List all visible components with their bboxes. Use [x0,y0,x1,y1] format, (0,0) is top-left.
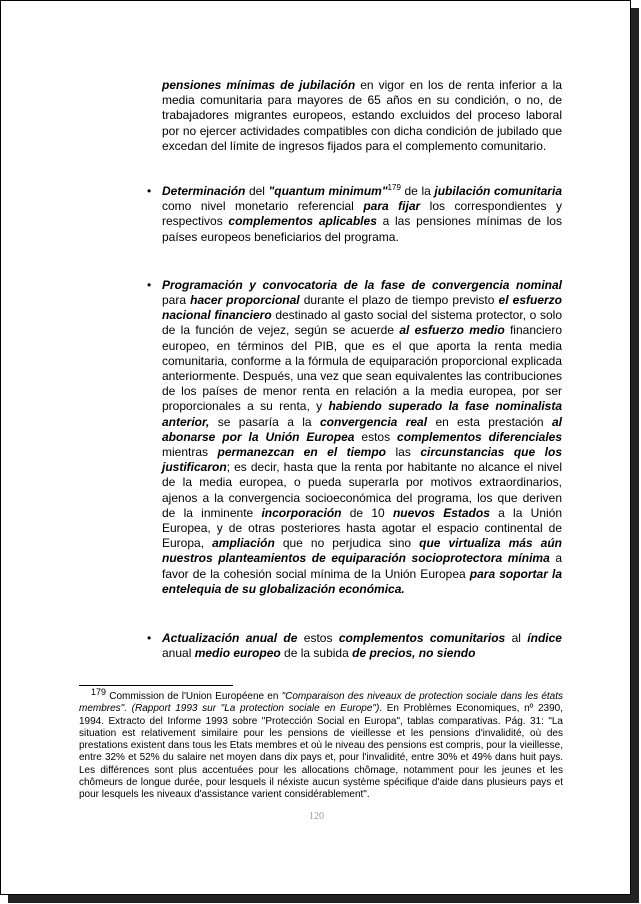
bullet-item-actualizacion [147,631,562,661]
bullet-icon: • [147,277,152,292]
bullet-item-programacion [147,277,563,597]
paragraph-text: se pasaría a la [209,414,320,429]
paragraph-text: como nivel monetario referencial [162,199,364,214]
bullet-icon: • [147,631,152,646]
emphasis-text: jubilación comunitaria [434,184,562,199]
paragraph-text: de la [400,184,435,199]
emphasis-text: circunstancias que los justificaron [162,445,562,475]
emphasis-text: índice [527,631,562,646]
emphasis-text: habiendo superado la fase nominalista anterior, [162,399,562,429]
paragraph-text: que no perjudica sino [274,536,420,551]
footnote-title: "Comparaison des niveaux de protection sociale dans les états membres". (Rapport 1993 sur "La protection sociale en Europe") [79,691,563,715]
emphasis-text: complementos diferenciales [397,429,563,444]
bullet-item-determinacion [147,183,562,245]
emphasis-text: "quantum minimum" [268,184,388,199]
emphasis-text: permanezcan en el tiempo [217,445,386,460]
paragraph-text: en vigor en los de renta inferior a la media comunitaria para mayores de 65 años en su condición, o no, de trabajadores migrantes europeos, estando excluidos del proceso laboral por no ejercer actividades compatibles con dicha condición de jubilado que excedan del límite de ingresos fijados para el complemento comunitario. [162,78,562,153]
paragraph-pensiones [162,78,562,154]
paragraph-text: estos [354,429,398,444]
paragraph-text: durante el plazo de tiempo previsto [299,293,499,308]
paragraph-text: destinado al gasto social del sistema protector, o solo de la función de vejez, según se acuerde [162,308,563,338]
footnote-reference[interactable]: 179 [387,183,401,193]
paragraph-text: los correspondientes y respectivos [162,199,562,229]
emphasis-text: hacer proporcional [190,293,300,308]
emphasis-text: pensiones mínimas de jubilación [162,78,356,92]
footnote-text: . En Problèmes Economiques, nº 2390, 1994. Extracto del Informe 1993 sobre "Protección Social en Europa", tablas comparativas. Pág. 31: "La situation est relativement similaire pour les pensions de vieillesse et les pensions d'invalidité, où des prestations existent dans tous les Etats membres et où le niveau des pensions est compris, pour la vieillesse, entre 32% et 52% du salaire net moyen dans dix pays et, pour l'invalidité, entre 30% et 49% dans huit pays. Les différences sont plus accentuées pour les allocations chômage, notamment pour les jeunes et les chômeurs de longue durée, pour lesquels il néxiste aucun système spécifique d'aide dans plusieurs pays et pour lesquels les niveaux d'assistance varient considérablement". [79,703,563,801]
emphasis-text: incorporación [261,505,342,520]
emphasis-text: para soportar la entelequia de su globalización económica. [162,566,562,596]
emphasis-text: al abonarse por la Unión Europea [162,414,562,444]
paragraph-text: estos [297,631,339,646]
paragraph-text: para [162,293,191,308]
paragraph-text: anual [162,646,195,661]
emphasis-text: complementos comunitarios [338,631,506,646]
footnote [79,686,563,802]
emphasis-text: complementos aplicables [228,214,377,229]
emphasis-text: Actualización anual de [162,631,298,646]
paragraph-text: a las pensiones mínimas de los países europeos beneficiarios del programa. [162,214,562,244]
emphasis-text: ampliación [212,536,275,551]
page-number: 120 [309,811,324,822]
emphasis-text: al esfuerzo medio [399,323,505,338]
emphasis-text: que virtualiza más aún nuestros planteamientos de equiparación socioprotectora mínima [162,536,562,566]
paragraph-text: de la subida [280,646,353,661]
footnote-number: 179 [91,686,107,697]
emphasis-text: el esfuerzo nacional financiero [162,293,562,323]
paragraph-text: a la Unión Europea, y de otras posteriores hasta agotar el espacio continental de Europa, [162,505,563,551]
paragraph-text: financiero europeo, en términos del PIB, que es el que aporta la renta media comunitaria, conforme a la fórmula de equiparación proporcional explicada anteriormente. Después, una vez que sean equivalentes las contribuciones de los países de menor renta en relación a la media europea, por ser proporcionales a su renta, y [162,323,563,414]
emphasis-text: para fijar [363,199,421,214]
paragraph-text: de 10 [341,505,393,520]
paragraph-text: del [245,184,269,199]
footnote-separator [79,685,233,686]
emphasis-text: de precios, no siendo [352,646,476,661]
paragraph-text: en esta prestación [427,414,552,429]
emphasis-text: nuevos Estados [392,505,490,520]
emphasis-text: convergencia real [319,414,428,429]
emphasis-text: Programación y convocatoria de la fase de convergencia nominal [162,277,562,292]
paragraph-text: al [505,631,528,646]
paragraph-text: ; es decir, hasta que la renta por habitante no alcance el nivel de la media europea, o pueda superarla por motivos extraordinarios, ajenos a la convergencia socioeconómica del programa, los que deriven de la inminente [162,460,562,520]
paragraph-text: mientras [162,445,218,460]
emphasis-text: medio europeo [194,646,281,661]
emphasis-text: Determinación [162,184,246,199]
bullet-icon: • [147,184,152,199]
paragraph-text: las [386,445,421,460]
footnote-text: Commission de l'Union Européene en [106,691,282,702]
body-text [147,78,563,662]
paragraph-text: a favor de la cohesión social mínima de la Unión Europea [162,551,562,581]
